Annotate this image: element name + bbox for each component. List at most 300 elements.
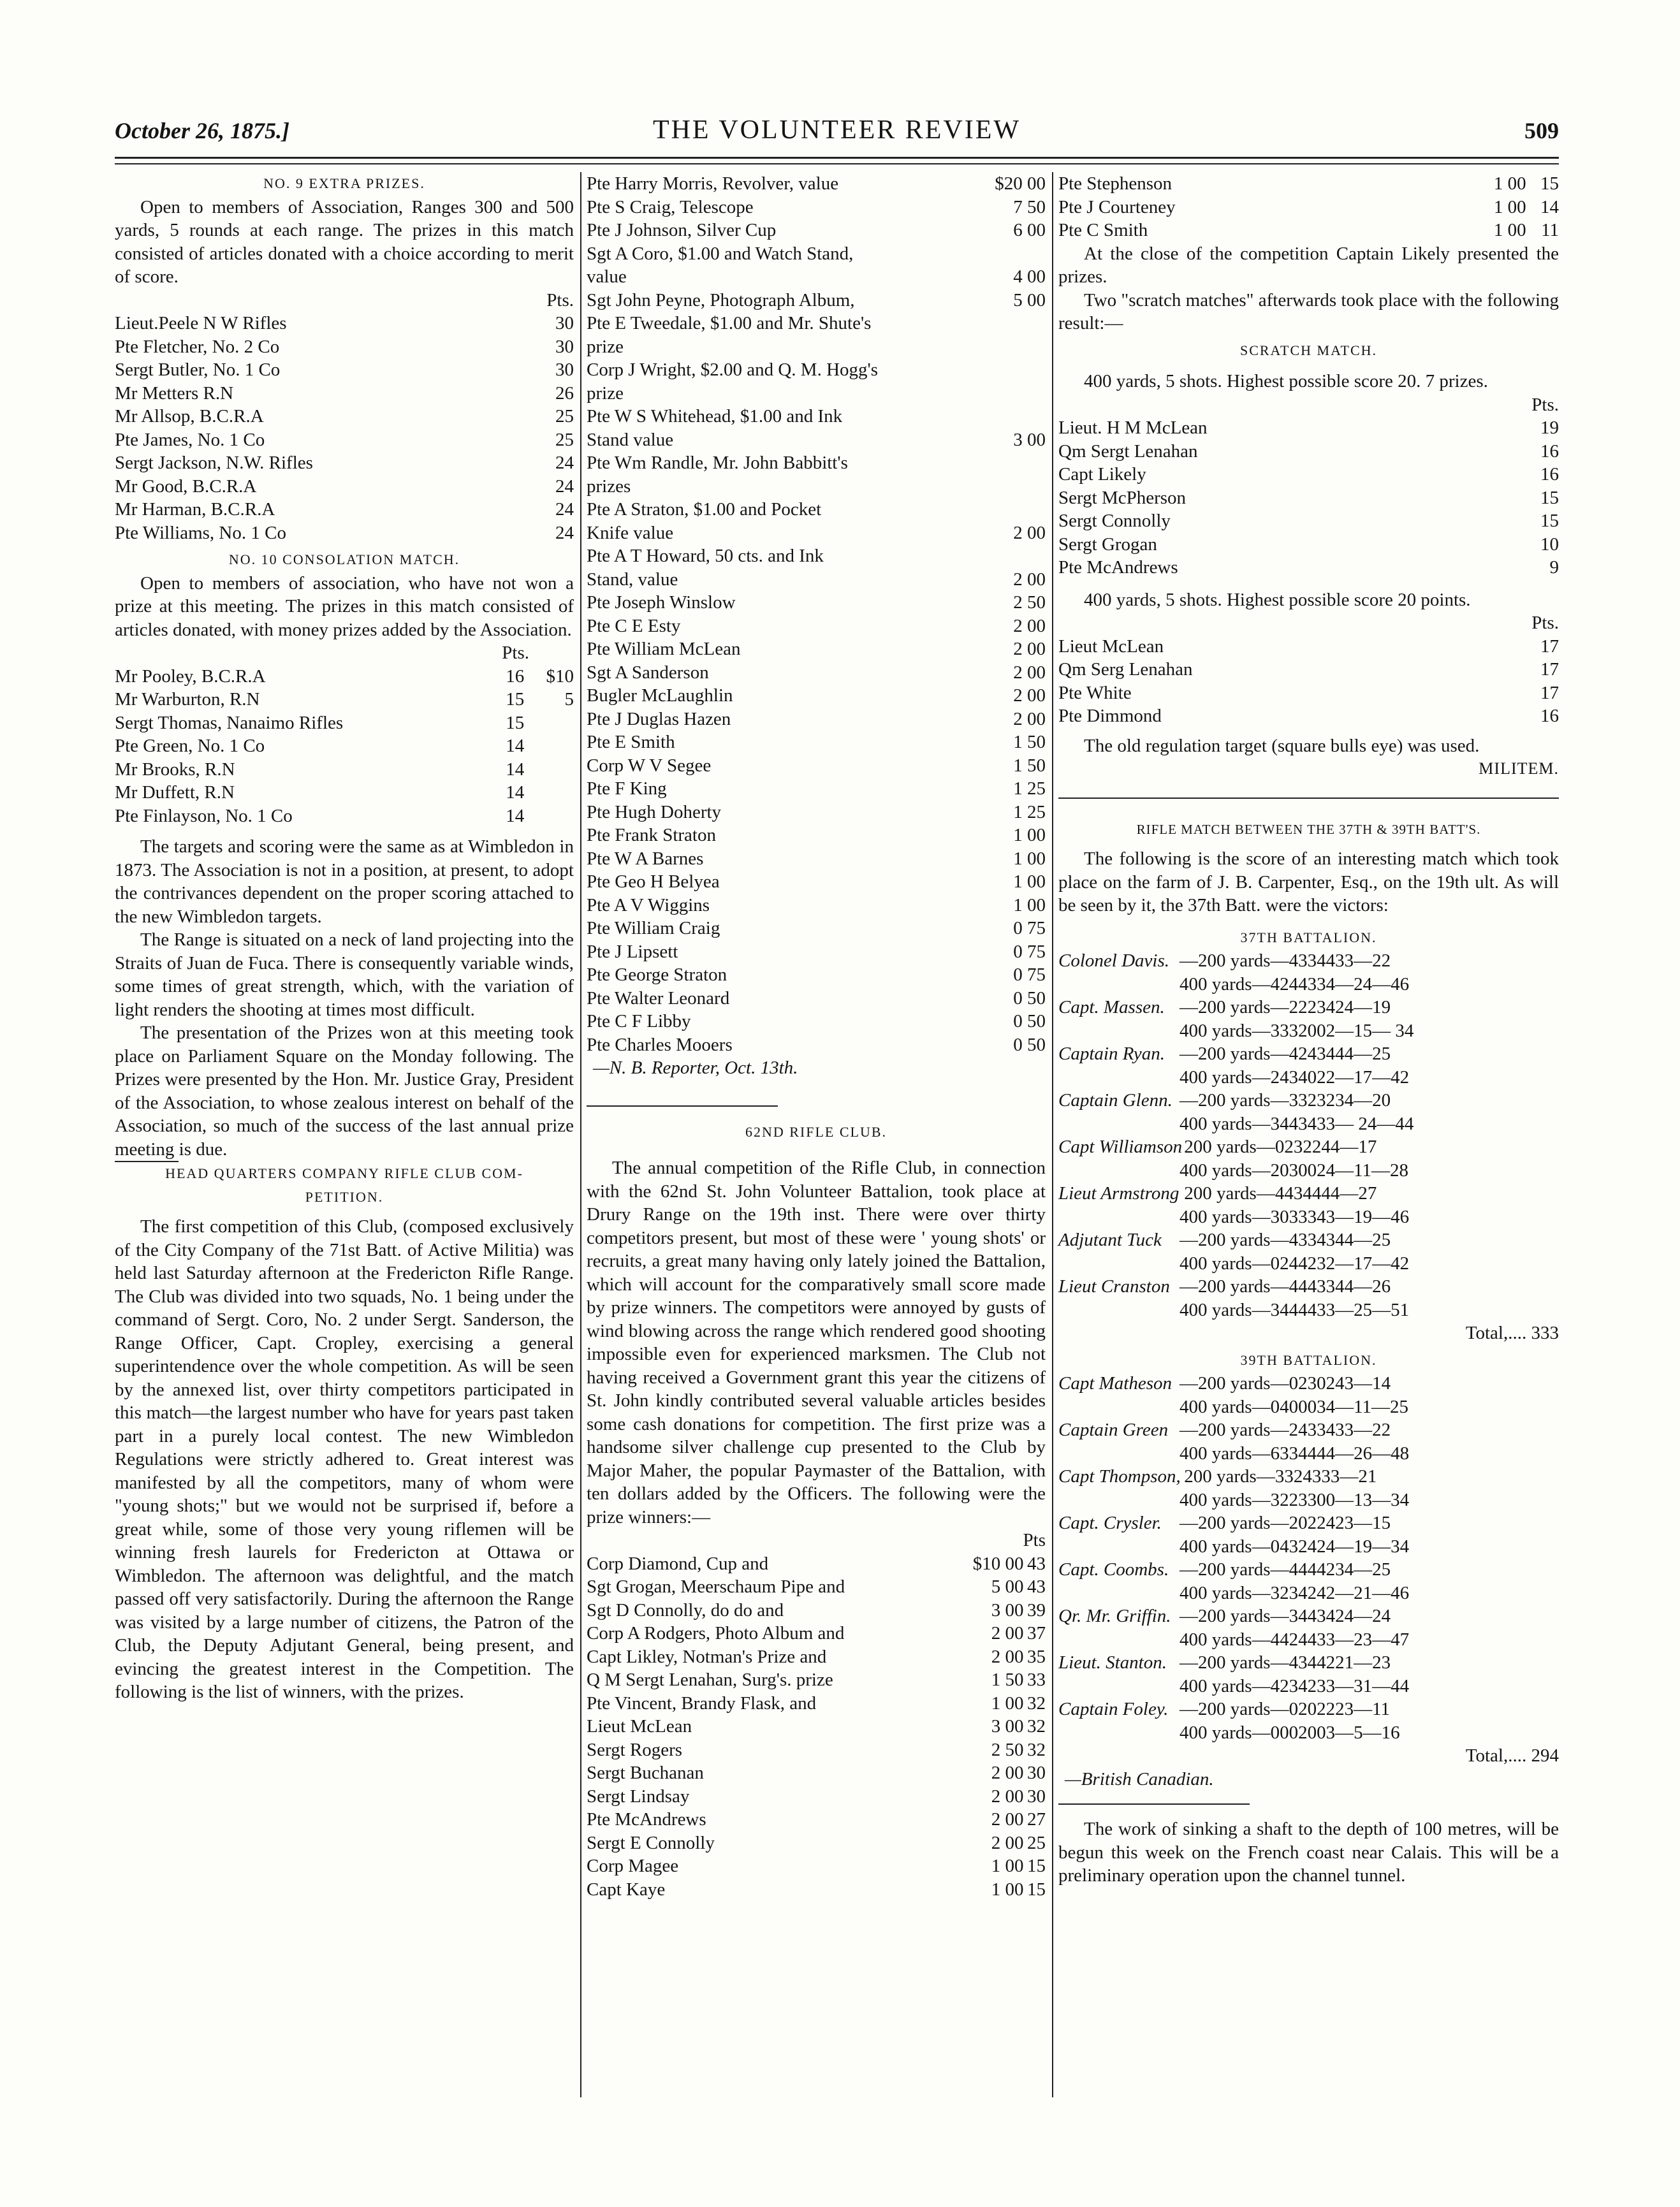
row-name: Pte A Straton, $1.00 and Pocket (587, 499, 822, 520)
table-row (115, 475, 574, 499)
table-row (1058, 463, 1559, 486)
row-v1: 1 00 (1493, 173, 1526, 194)
table-row (587, 1622, 1046, 1645)
row-v1: 2 00 (1013, 708, 1046, 729)
row-v1: 30 (555, 313, 574, 333)
table-row (1058, 486, 1559, 510)
row-name: Stand value (587, 429, 674, 450)
row-name: Pte A V Wiggins (587, 894, 710, 915)
scratch-heading: SCRATCH MATCH. (1239, 342, 1378, 358)
table-row (1058, 416, 1559, 440)
table-row (115, 451, 574, 475)
scratch1-table (1058, 416, 1559, 579)
score-row-400 (1058, 1489, 1559, 1512)
table-row (587, 708, 1046, 731)
table-row (587, 754, 1046, 778)
row-name: Pte James, No. 1 Co (115, 429, 265, 450)
row-v1: $10 00 (972, 1553, 1024, 1574)
row-name: Pte C Smith (1058, 220, 1148, 240)
table-row (587, 801, 1046, 824)
row-v1: 17 (1540, 659, 1559, 680)
table-row (587, 289, 1046, 312)
row-v1: 1 00 (1013, 825, 1046, 845)
row-name: prize (587, 382, 624, 404)
column-1 (115, 172, 574, 1704)
row-v1: 3 00 (1013, 429, 1046, 450)
row-v1: 16 (1540, 441, 1559, 462)
row-v1: 2 00 (1013, 615, 1046, 636)
extra-prizes-table (115, 312, 574, 544)
row-name: Mr Brooks, R.N (115, 759, 235, 780)
row-v1: 14 (506, 759, 525, 780)
header-page-number: 509 (1524, 118, 1559, 143)
row-v1: 15 (506, 689, 525, 710)
row-v1: 24 (555, 453, 574, 473)
row-name: Pte William Craig (587, 918, 720, 938)
score-row-400 (1058, 1675, 1559, 1698)
row-name: Pte W S Whitehead, $1.00 and Ink (587, 406, 843, 426)
row-v1: 25 (555, 406, 574, 426)
row-name: Pte J Courteney (1058, 196, 1176, 217)
row-v2 (524, 805, 574, 828)
consolation-pts-label: Pts. (502, 643, 529, 663)
score-row (1058, 1275, 1559, 1299)
row-name: Sergt Lindsay (587, 1786, 690, 1807)
rifle-club-62-pts-label: Pts (1023, 1530, 1046, 1550)
table-row (587, 475, 1046, 499)
row-v1: 2 00 (1013, 662, 1046, 683)
scratch2-intro: 400 yards, 5 shots. Highest possible score 20 points. (1084, 589, 1471, 610)
table-row (587, 219, 1046, 242)
table-row (587, 963, 1046, 987)
row-name: Capt Kaye (587, 1879, 666, 1900)
row-name: Corp W V Segee (587, 755, 712, 776)
row-v1: 9 (1549, 557, 1559, 578)
header-title: THE VOLUNTEER REVIEW (652, 115, 1021, 145)
score-officer: Captain Ryan. (1058, 1044, 1165, 1064)
row-name: Lieut McLean (587, 1716, 692, 1737)
row-name: Pte Wm Randle, Mr. John Babbitt's (587, 453, 848, 473)
row-v1 (963, 451, 1046, 475)
score-officer: Lieut. Stanton. (1058, 1652, 1167, 1673)
table-row (587, 1808, 1046, 1832)
row-name: Corp A Rodgers, Photo Album and (587, 1623, 845, 1643)
row-v2 (524, 781, 574, 805)
score-400: 400 yards—4234233—31—44 (1180, 1675, 1410, 1696)
row-v1: 1 50 (1013, 732, 1046, 752)
table-row (1058, 196, 1559, 219)
row-v1: 10 (1540, 534, 1559, 555)
score-200: —200 yards—4344221—23 (1180, 1652, 1391, 1673)
row-name: Lieut.Peele N W Rifles (115, 313, 287, 333)
table-row (587, 1575, 1046, 1599)
row-v1: 15 (1540, 511, 1559, 531)
table-row (587, 1645, 1046, 1669)
row-v1: 1 00 (1013, 871, 1046, 892)
table-row (587, 661, 1046, 685)
row-name: Capt Likely (1058, 464, 1146, 484)
score-officer: Captain Foley. (1058, 1699, 1169, 1719)
row-name: Corp Magee (587, 1856, 679, 1876)
row-v2: 39 (1027, 1599, 1046, 1621)
score-officer: Capt Thompson, (1058, 1466, 1181, 1487)
score-400: 400 yards—6334444—26—48 (1180, 1443, 1410, 1464)
row-v1: 2 00 (991, 1832, 1024, 1853)
table-row (587, 1552, 1046, 1576)
row-name: value (587, 266, 627, 287)
table-row (115, 521, 574, 545)
table-row (587, 335, 1046, 359)
score-row-400 (1058, 1205, 1559, 1229)
row-name: Mr Allsop, B.C.R.A (115, 406, 264, 426)
row-v2: 15 (1027, 1856, 1046, 1876)
column-2 (587, 172, 1046, 1901)
row-v1: 1 00 (991, 1879, 1024, 1900)
score-row-400 (1058, 1721, 1559, 1745)
row-v2: 25 (1027, 1832, 1046, 1853)
table-row (115, 498, 574, 521)
score-row (1058, 1651, 1559, 1675)
table-row (115, 734, 574, 758)
row-v1: 2 00 (1013, 569, 1046, 590)
table-row (587, 196, 1046, 219)
row-name: Mr Harman, B.C.R.A (115, 499, 275, 520)
rifle-club-62-heading: 62ND RIFLE CLUB. (745, 1123, 887, 1140)
table-row (587, 544, 1046, 568)
score-400: 400 yards—3033343—19—46 (1180, 1206, 1410, 1227)
row-name: Pte McAndrews (587, 1809, 706, 1830)
table-row (587, 405, 1046, 428)
row-name: Pte C E Esty (587, 615, 681, 636)
column-rule-1 (580, 172, 581, 2097)
row-name: Pte White (1058, 682, 1132, 703)
row-v1 (963, 312, 1046, 335)
reporter-source: —N. B. Reporter, Oct. 13th. (593, 1058, 798, 1078)
table-row (587, 987, 1046, 1010)
score-officer: Adjutant Tuck (1058, 1230, 1162, 1250)
score-200: —200 yards—4334433—22 (1180, 951, 1391, 971)
row-name: Corp J Wright, $2.00 and Q. M. Hogg's (587, 360, 879, 380)
b37-total: Total,.... 333 (1465, 1323, 1559, 1343)
row-v1: 30 (555, 336, 574, 357)
match-paragraph: The following is the score of an interesting match which took place on the farm of J. B. Carpenter, Esq., on the 19th ult. As will be seen by it, the 37th Batt. were the victors: (1058, 849, 1559, 915)
table-row (587, 731, 1046, 754)
table-row (115, 665, 574, 688)
table-row (115, 688, 574, 711)
table-row (587, 1761, 1046, 1785)
row-name: Mr Warburton, R.N (115, 689, 260, 710)
row-name: Pte Joseph Winslow (587, 592, 736, 613)
scratch2-pts-label: Pts. (1531, 613, 1559, 633)
score-400: 400 yards—2030024—11—28 (1180, 1160, 1408, 1181)
b39-heading: 39TH BATTALION. (1240, 1351, 1377, 1368)
score-row (1058, 1089, 1559, 1112)
table-row (587, 1854, 1046, 1878)
table-row (115, 758, 574, 782)
row-v1: 14 (506, 736, 525, 756)
row-name: Knife value (587, 522, 674, 543)
row-v2 (524, 711, 574, 735)
row-name: Sgt John Peyne, Photograph Album, (587, 289, 855, 310)
row-name: Pte E Tweedale, $1.00 and Mr. Shute's (587, 313, 872, 333)
table-row (1058, 681, 1559, 705)
row-v1 (963, 544, 1046, 568)
scratch2-table (1058, 635, 1559, 728)
table-row (587, 591, 1046, 615)
row-v1: 5 00 (991, 1577, 1024, 1597)
score-row (1058, 1042, 1559, 1066)
row-name: prize (587, 336, 624, 357)
row-v1 (963, 335, 1046, 359)
score-officer: Lieut Cranston (1058, 1276, 1170, 1297)
table-row (587, 428, 1046, 452)
table-row (587, 847, 1046, 871)
header-rule (115, 157, 1559, 159)
score-400: 400 yards—4244334—24—46 (1180, 973, 1410, 994)
row-v2: 14 (1540, 196, 1559, 217)
row-v1: 16 (506, 666, 525, 687)
row-v1: $20 00 (995, 173, 1046, 194)
row-v1: 25 (555, 429, 574, 450)
score-row (1058, 1372, 1559, 1395)
table-row (1058, 533, 1559, 557)
section-separator-3 (1058, 1803, 1250, 1805)
row-name: Sergt Thomas, Nanaimo Rifles (115, 712, 344, 733)
row-name: Bugler McLaughlin (587, 685, 733, 706)
table-row (587, 358, 1046, 382)
row-v2: 27 (1027, 1809, 1046, 1830)
row-v1: 1 00 (1493, 220, 1526, 240)
row-v1: 24 (555, 476, 574, 497)
table-row (1058, 556, 1559, 579)
row-v2: 32 (1027, 1739, 1046, 1760)
table-row (587, 615, 1046, 638)
signature-militem: MILITEM. (1479, 759, 1559, 778)
score-200: —200 yards—4443344—26 (1180, 1276, 1391, 1297)
row-v1: 0 50 (1013, 1011, 1046, 1031)
score-200: —200 yards—4334344—25 (1180, 1230, 1391, 1250)
row-v2 (524, 734, 574, 758)
hq-club-paragraph: The first competition of this Club, (composed exclusively of the City Company of the 71st Batt. of Active Militia) was held last Saturday afternoon at the Fredericton Rifle Range. The Club was divided into two squads, No. 1 being under the command of Sergt. Coro, No. 2 under Sergt. Sanderson, the Range Officer, Capt. Cropley, exercising a general superintendence over the whole competition. As will be seen by the annexed list, over thirty competitors participated in this match—the largest number who have for years past taken part in a purely local contest. The new Wimbledon Regulations were strictly adhered to. Great interest was manifested by all the competitors, many of whom were "young shots;" but we would not be surprised if, before a great while, some of those very young riflemen will be winning fresh laurels for Fredericton at Ottawa or Wimbledon. The afternoon was delightful, and the match passed off very satisfactorily. During the afternoon the Range was visited by a large number of citizens, the Patron of the Club, the Deputy Adjutant General, being present, and evincing the greatest interest in the Competition. The following is the list of winners, with the prizes. (115, 1216, 574, 1702)
table-row (587, 1033, 1046, 1057)
row-v1: 2 00 (991, 1646, 1024, 1667)
b39-scores (1058, 1372, 1559, 1744)
table-row (587, 312, 1046, 335)
consolation-table (115, 665, 574, 828)
row-v2: 37 (1027, 1623, 1046, 1643)
table-row (587, 521, 1046, 545)
table-row (587, 824, 1046, 847)
presentation-paragraph: The presentation of the Prizes won at this meeting took place on Parliament Square on the Monday following. The Prizes were presented by the Hon. Mr. Justice Gray, President of the Association, to whose zealous interest on behalf of the Association, so much of the success of the last annual prize meeting is due. (115, 1023, 574, 1160)
table-row (587, 242, 1046, 266)
row-name: Sergt Buchanan (587, 1763, 704, 1783)
row-v1: 17 (1540, 636, 1559, 657)
score-row (1058, 1228, 1559, 1252)
row-v2: 33 (1027, 1670, 1046, 1690)
row-name: Pte C F Libby (587, 1011, 691, 1031)
score-400: 400 yards—4424433—23—47 (1180, 1629, 1410, 1650)
table-row (1058, 704, 1559, 728)
row-v2: 15 (1027, 1879, 1046, 1900)
score-400: 400 yards—3332002—15— 34 (1180, 1020, 1414, 1041)
table-row (587, 1878, 1046, 1902)
b39-total: Total,.... 294 (1465, 1745, 1559, 1766)
table-row (587, 498, 1046, 521)
row-v1: 1 00 (1013, 848, 1046, 869)
score-200: 200 yards—0232244—17 (1180, 1137, 1377, 1157)
row-v1 (963, 498, 1046, 521)
row-v1: 2 00 (991, 1763, 1024, 1783)
hq-club-heading-1: HEAD QUARTERS COMPANY RIFLE CLUB COM- (165, 1165, 523, 1181)
row-v1: 2 00 (1013, 639, 1046, 659)
score-officer: Capt. Crysler. (1058, 1513, 1162, 1533)
row-name: Mr Good, B.C.R.A (115, 476, 257, 497)
row-v1: 16 (1540, 464, 1559, 484)
target-paragraph: The old regulation target (square bulls eye) was used. (1084, 735, 1480, 756)
row-name: Pte Green, No. 1 Co (115, 736, 265, 756)
table-row (587, 172, 1046, 196)
score-400: 400 yards—0400034—11—25 (1180, 1396, 1408, 1417)
row-name: Pte Stephenson (1058, 173, 1172, 194)
row-name: Sgt Grogan, Meerschaum Pipe and (587, 1577, 845, 1597)
row-v2: 11 (1541, 220, 1559, 240)
row-v1: 1 00 (991, 1856, 1024, 1876)
row-name: Qm Serg Lenahan (1058, 659, 1193, 680)
score-200: —200 yards—4444234—25 (1180, 1559, 1391, 1580)
score-officer: Captain Glenn. (1058, 1090, 1172, 1111)
score-400: 400 yards—0244232—17—42 (1180, 1253, 1410, 1274)
row-v2 (524, 758, 574, 782)
score-row (1058, 1558, 1559, 1582)
row-name: Pte George Straton (587, 965, 727, 985)
row-name: Pte A T Howard, 50 cts. and Ink (587, 546, 824, 566)
page-header (115, 115, 1559, 153)
score-row-400 (1058, 1535, 1559, 1559)
score-400: 400 yards—3443433— 24—44 (1180, 1113, 1414, 1134)
scratch-intro-paragraph: Two "scratch matches" afterwards took place with the following result:— (1058, 289, 1559, 333)
row-v1: 1 00 (991, 1693, 1024, 1714)
score-officer: Qr. Mr. Griffin. (1058, 1606, 1171, 1626)
row-name: prizes (587, 476, 631, 497)
row-name: Pte W A Barnes (587, 848, 704, 869)
row-v1 (963, 475, 1046, 499)
row-v1: 2 00 (1013, 685, 1046, 706)
row-name: Pte William McLean (587, 639, 741, 659)
score-200: —200 yards—0230243—14 (1180, 1373, 1391, 1394)
score-200: —200 yards—3443424—24 (1180, 1606, 1391, 1626)
table-row (1058, 635, 1559, 659)
row-v2: 30 (1027, 1763, 1046, 1783)
score-row-400 (1058, 1252, 1559, 1276)
table-row (587, 870, 1046, 894)
score-400: 400 yards—2434022—17—42 (1180, 1067, 1410, 1088)
score-200: —200 yards—0202223—11 (1180, 1699, 1390, 1719)
row-name: Mr Pooley, B.C.R.A (115, 666, 266, 687)
row-name: Pte Dimmond (1058, 706, 1162, 726)
row-v1: 1 25 (1013, 801, 1046, 822)
table-row (587, 382, 1046, 405)
table-row (115, 382, 574, 405)
score-officer: Capt. Coombs. (1058, 1559, 1169, 1580)
row-name: Pte Hugh Doherty (587, 801, 722, 822)
row-v1 (963, 242, 1046, 266)
score-200: 200 yards—3324333—21 (1180, 1466, 1377, 1487)
header-date: October 26, 1875.] (115, 118, 289, 143)
score-200: —200 yards—4243444—25 (1180, 1044, 1391, 1064)
row-v1 (963, 405, 1046, 428)
row-v1: 15 (506, 712, 525, 733)
score-row-400 (1058, 1299, 1559, 1322)
score-row (1058, 1182, 1559, 1205)
row-v1: 2 50 (1013, 592, 1046, 613)
score-row-400 (1058, 1112, 1559, 1136)
score-officer: Capt Williamson (1058, 1137, 1183, 1157)
score-200: —200 yards—2433433—22 (1180, 1420, 1391, 1440)
row-name: Sergt E Connolly (587, 1832, 715, 1853)
score-row (1058, 1135, 1559, 1159)
score-officer: Lieut Armstrong (1058, 1183, 1180, 1204)
column-rule-2 (1052, 172, 1053, 2097)
row-v1: 0 75 (1013, 941, 1046, 962)
table-row (115, 312, 574, 335)
table-row (1058, 440, 1559, 463)
score-400: 400 yards—0002003—5—16 (1180, 1722, 1400, 1743)
row-v1: 0 50 (1013, 987, 1046, 1009)
row-v1: 1 25 (1013, 778, 1046, 799)
score-row (1058, 1605, 1559, 1628)
b37-heading: 37TH BATTALION. (1240, 929, 1377, 945)
score-200: —200 yards—2022423—15 (1180, 1513, 1391, 1533)
british-canadian-source: —British Canadian. (1065, 1768, 1214, 1789)
row-name: Stand, value (587, 569, 678, 590)
row-name: Pte Walter Leonard (587, 987, 730, 1009)
row-v1: 24 (555, 522, 574, 543)
row-name: Pte Williams, No. 1 Co (115, 522, 286, 543)
row-name: Pte Frank Straton (587, 825, 716, 845)
table-row (115, 358, 574, 382)
section-separator-2 (587, 1105, 778, 1107)
row-v1: 4 00 (1013, 266, 1046, 287)
score-row (1058, 1418, 1559, 1442)
row-v1: 1 50 (991, 1670, 1024, 1690)
row-name: Capt Likley, Notman's Prize and (587, 1646, 827, 1667)
table-row (587, 1715, 1046, 1738)
table-row (587, 1785, 1046, 1809)
rifle-club-62-paragraph: The annual competition of the Rifle Club, in connection with the 62nd St. John Volunteer Battalion, took place at Drury Range on the 19th inst. There were over thirty competitors present, but most of these were ' young shots' or recruits, a great many having only lately joined the Battalion, which will account for the comparatively small score made by prize winners. The competitors were annoyed by gusts of wind blowing across the range which rendered good shooting impossible even for experienced marksmen. The Club not having received a Government grant this year the citizens of St. John kindly contributed several valuable articles besides some cash donations for competition. The first prize was a handsome silver challenge cup presented to the Club by Major Maher, the popular Paymaster of the Battalion, with ten dollars added by the Officers. The following were the prize winners:— (587, 1158, 1046, 1527)
rifle-club-62-table-cont (1058, 172, 1559, 242)
score-row-400 (1058, 1066, 1559, 1089)
row-v1: 2 50 (991, 1739, 1024, 1760)
rifle-club-62-table (587, 1552, 1046, 1902)
row-name: Sergt Grogan (1058, 534, 1157, 555)
row-name: Sergt Connolly (1058, 511, 1171, 531)
hq-club-heading-2: PETITION. (305, 1188, 384, 1205)
table-row (115, 405, 574, 428)
table-row (115, 781, 574, 805)
section-rule (1058, 798, 1559, 799)
row-v1: 17 (1540, 682, 1559, 703)
score-row (1058, 1698, 1559, 1721)
score-400: 400 yards—0432424—19—34 (1180, 1536, 1410, 1557)
row-name: Pte Charles Mooers (587, 1034, 733, 1055)
row-name: Sergt McPherson (1058, 487, 1187, 508)
row-v1: 5 00 (1013, 289, 1046, 310)
row-name: Pte Fletcher, No. 2 Co (115, 336, 280, 357)
table-row (587, 894, 1046, 917)
row-v2: $10 (546, 666, 574, 687)
row-v1 (963, 358, 1046, 382)
score-row (1058, 1511, 1559, 1535)
